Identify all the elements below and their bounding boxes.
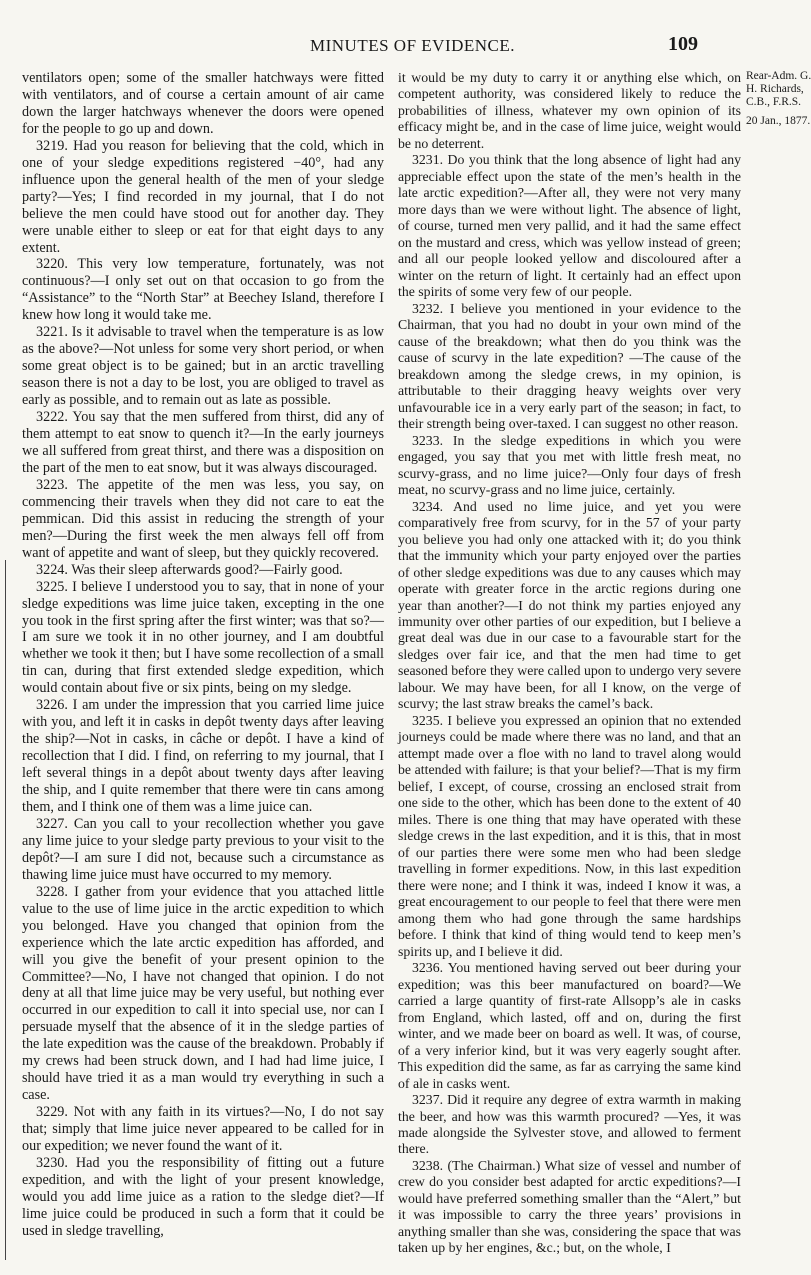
- paragraph: 3225. I believe I understood you to say, that in none of your sledge expeditions was lime juice taken, excepting in the one you took in the first spring after the first winter; was that so?—I am sure we took it in no other journey, and I am doubtful whether we took it then; but I have some recollection of a small tin can, during that first extended sledge expedition, which would contain about five or six pints, being on my sledge.: [22, 578, 384, 697]
- paragraph: 3237. Did it require any degree of extra warmth in making the beer, and how was this warmth procured? —Yes, it was made alongside the Sylvester stove, and allowed to ferment there.: [398, 1092, 741, 1157]
- paragraph: 3220. This very low temperature, fortunately, was not continuous?—I only set out on that occasion to go from the “Assistance” to the “North Star” at Beechey Island, therefore I knew how long it would take me.: [22, 256, 384, 324]
- paragraph: 3229. Not with any faith in its virtues?—No, I do not say that; simply that lime juice never appeared to be called for in our expedition; we never found the want of it.: [22, 1104, 384, 1155]
- paragraph: ventilators open; some of the smaller hatchways were fitted with ventilators, and of course a certain amount of air came down the larger hatchways whenever the doors were opened for the people to go up and down.: [22, 70, 384, 137]
- running-title: MINUTES OF EVIDENCE.: [310, 36, 516, 55]
- paragraph: it would be my duty to carry it or anything else which, on competent authority, was considered likely to reduce the probabilities of illness, whatever my own opinion of its efficacy might be, and in the case of lime juice, weight would be no deterrent.: [398, 70, 741, 151]
- paragraph: 3227. Can you call to your recollection whether you gave any lime juice to your sledge party previous to your visit to the depôt?—I am sure I did not, because such a circumstance as thawing lime juice must have occurred to my memory.: [22, 815, 384, 883]
- page-number: 109: [668, 33, 698, 55]
- paragraph: 3219. Had you reason for believing that the cold, which in one of your sledge expeditions registered −40°, had any influence upon the general health of the men of your sledge party?—Yes; I find recorded in my journal, that I do not believe the men could have stood out for another day. They were unable either to sleep or eat for that eight days to any extent.: [22, 137, 384, 256]
- paragraph: 3226. I am under the impression that you carried lime juice with you, and left it in casks in depôt twenty days after leaving the ship?—Not in casks, in câche or depôt. I have a kind of recollection that I did. I find, on referring to my journal, that I left several things in a depôt about twenty days after leaving the ship, and I quite remember that there were tin cans among them, and I think one of them was a lime juice can.: [22, 697, 384, 815]
- paragraph: 3236. You mentioned having served out beer during your expedition; was this beer manufactured on board?—We carried a large quantity of first-rate Allsopp’s ale in casks from England, which lasted, off and on, during the first winter, and we made beer on board as well. It was, of course, of a very inferior kind, but it was very eagerly sought after. This expedition did the same, as far as carrying the same kind of ale in casks went.: [398, 960, 741, 1091]
- paragraph: 3238. (The Chairman.) What size of vessel and number of crew do you consider best adapted for arctic expeditions?—I would have preferred something smaller than the “Alert,” but it was impossible to carry the three years’ provisions in anything smaller than she was, considering the space that was taken up by her engines, &c.; but, on the whole, I: [398, 1157, 741, 1256]
- paragraph: 3224. Was their sleep afterwards good?—Fairly good.: [36, 561, 343, 578]
- margin-rule: [5, 560, 6, 1260]
- paragraph: 3233. In the sledge expeditions in which you were engaged, you say that you met with little fresh meat, no scurvy-grass, and no lime juice?—Only four days of fresh meat, no scurvy-grass and no lime juice, certainly.: [398, 432, 741, 498]
- paragraph: 3228. I gather from your evidence that you attached little value to the use of lime juice in the arctic expedition to which you belonged. Have you changed that opinion from the experience which the late arctic expedition has afforded, and will you give the benefit of your present opinion to the Committee?—No, I have not changed that opinion. I do not deny at all that lime juice may be very useful, but nothing ever occurred in our expedition to call it into special use, nor can I persuade myself that the absence of it in the sledge parties of the late expedition was the cause of the breakdown. Probably if my crews had been struck down, and I had had lime juice, I should have tried it as a man would try everything in such a case.: [22, 883, 384, 1104]
- witness-title-line: C.B., F.R.S.: [746, 96, 802, 108]
- paragraph: 3223. The appetite of the men was less, you say, on commencing their travels when they did not care to eat the pemmican. Did this assist in reducing the strength of your men?—During the first week the men always fell off from want of appetite and want of sleep, but they quickly recovered.: [22, 476, 384, 561]
- witness-name-line: H. Richards,: [746, 83, 804, 95]
- witness-date: 20 Jan., 1877.: [746, 115, 811, 127]
- paragraph: 3231. Do you think that the long absence of light had any appreciable effect upon the state of the men’s health in the late arctic expedition?—After all, they were not very many more days than we were without light. The absence of light, of course, turned men very pallid, and it had the same effect on the mustard and cress, which was yellow instead of green; and all our people looked yellow and discoloured after a winter on the return of light. It certainly had an effect upon the spirits of some very few of our people.: [398, 152, 741, 300]
- paragraph: 3222. You say that the men suffered from thirst, did any of them attempt to eat snow to quench it?—In the early journeys we all suffered from great thirst, and there was a disposition on the part of the men to eat snow, but it was always discouraged.: [22, 409, 384, 476]
- paragraph: 3234. And used no lime juice, and yet you were comparatively free from scurvy, for in the 57 of your party you believe you had only one attacked with it; do you think that the immunity which your party enjoyed over the parties of other sledge expeditions was due to any causes which may operate with greater force in the arctic regions during one year than another?—I do not think my parties enjoyed any immunity over other parties of our expedition, but I believe a great deal was due in our case to a favourable start for the sledges over fair ice, and that the men had time to get seasoned before they were called upon to undergo very severe labour. We may have been, for all I know, on the verge of scurvy; the last straw breaks the camel’s back.: [398, 498, 741, 712]
- paragraph: 3221. Is it advisable to travel when the temperature is as low as the above?—Not unless for some very short period, or when some great object is to be gained; but in an arctic travelling season there is not a day to be lost, you are obliged to travel as early as possible, and to remain out as late as possible.: [22, 324, 384, 409]
- paragraph: 3230. Had you the responsibility of fitting out a future expedition, and with the light of your present knowledge, would you add lime juice as a ration to the sledge diet?—If lime juice could be produced in such a form that it could be used in sledge travelling,: [22, 1155, 384, 1239]
- paragraph: 3232. I believe you mentioned in your evidence to the Chairman, that you had no doubt in your own mind of the cause of the breakdown; what then do you think was the cause of scurvy in the late expedition? —The cause of the breakdown among the sledge crews, in my opinion, is attributable to their dragging heavy weights over very unfavourable ice in a very early part of the season; in fact, to their strength being over-taxed. I can suggest no other reason.: [398, 300, 741, 432]
- paragraph: 3235. I believe you expressed an opinion that no extended journeys could be made where there was no land, and that an attempt made over a floe with no land to travel along would be attended with failure; is that your belief?—That is my firm belief, I except, of course, crossing an enclosed strait from one side to the other, which has been done to the extent of 40 miles. There is one thing that may have operated with these sledge crews in the last expedition, and it is this, that in most of our parties there were some men who had been sledge travelling in former expeditions. Now, in this last expedition there were none; and I think it was, indeed I know it was, a great encouragement to our people to feel that there were men among them who had gone through the same hardships before. I think that kind of thing would tend to keep men’s spirits up, and I believe it did.: [398, 712, 741, 959]
- witness-name-line: Rear-Adm. G.: [746, 70, 811, 82]
- witness-margin-note: [746, 70, 811, 128]
- left-column: [22, 70, 384, 1240]
- page-header: [0, 33, 800, 60]
- right-column: [398, 70, 741, 1257]
